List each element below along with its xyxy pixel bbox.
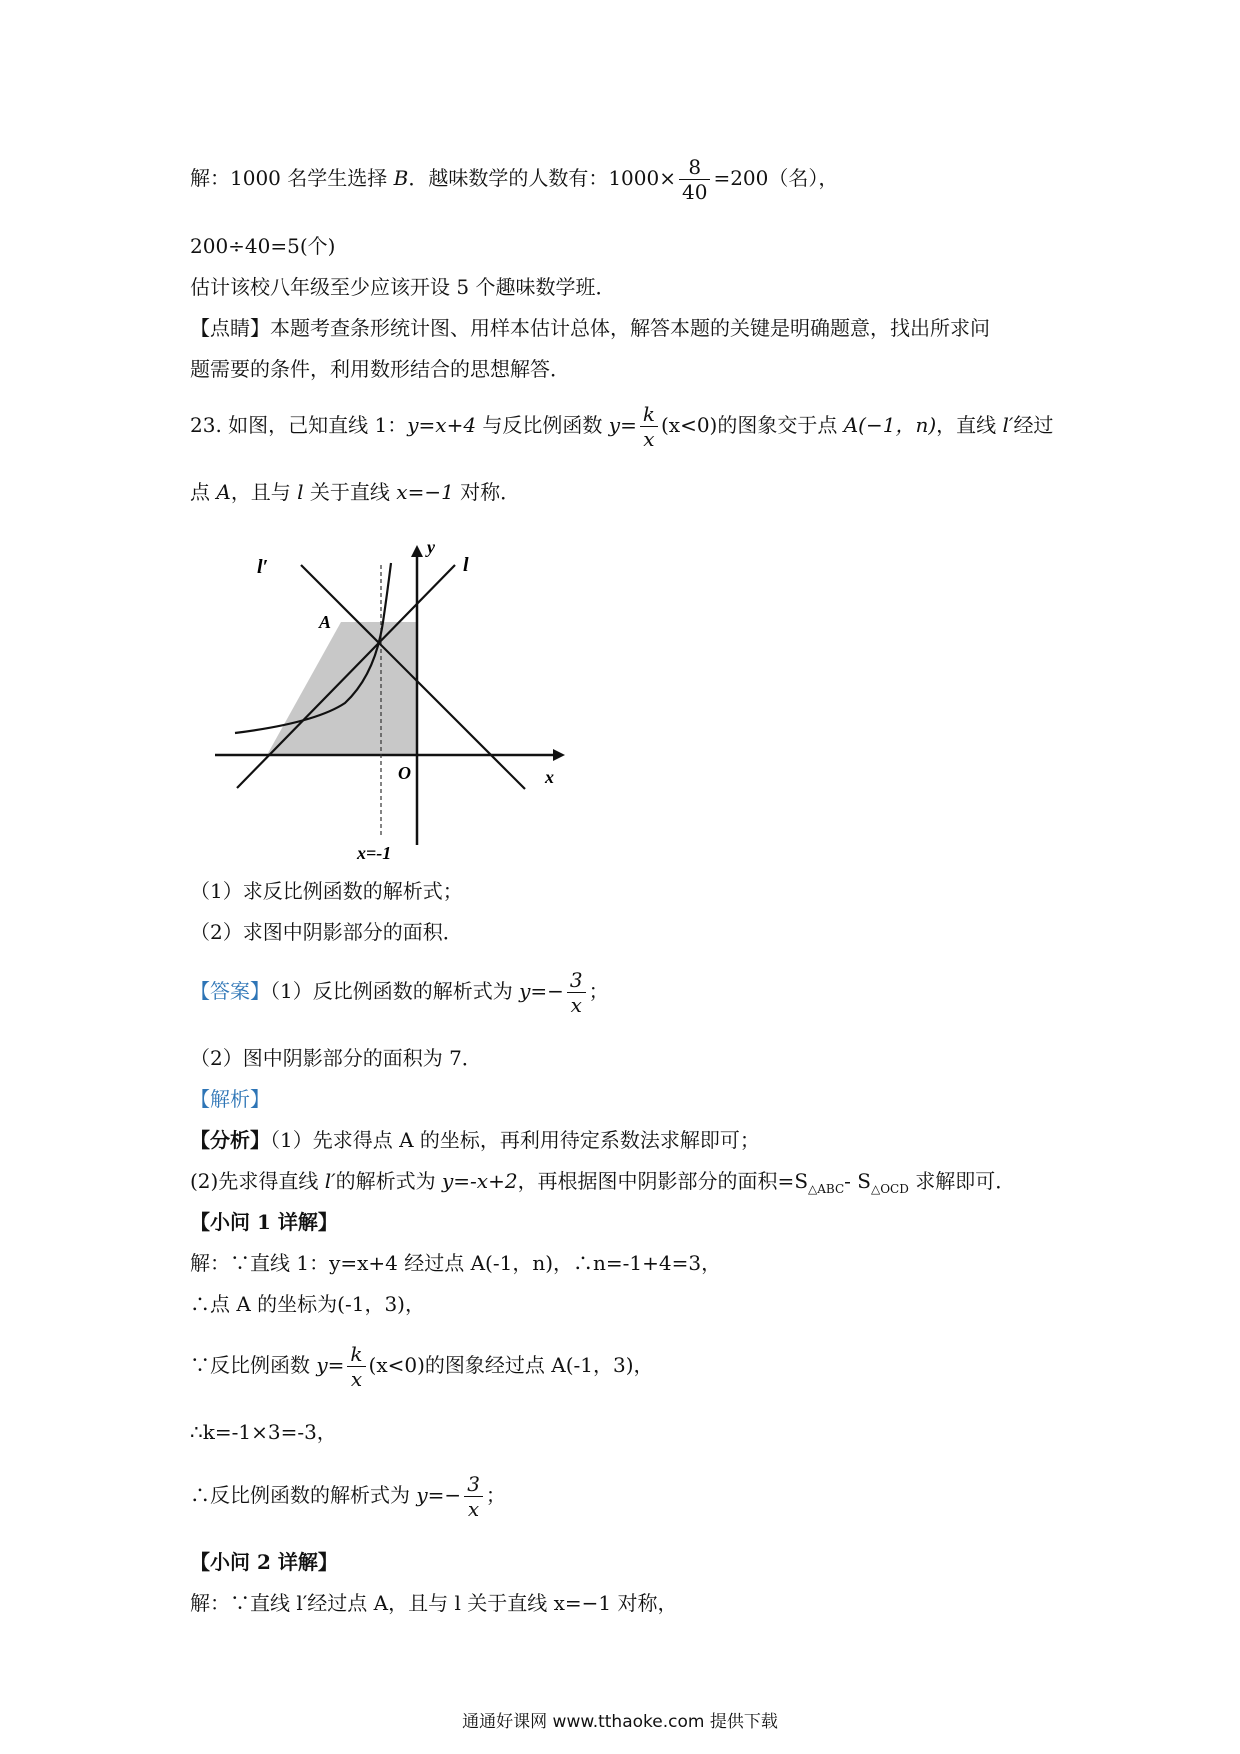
text: l′ [324, 1169, 336, 1193]
solution-line-2: 200÷40=5(个) [190, 234, 336, 258]
label-l: l [463, 554, 469, 576]
text: l [297, 480, 304, 504]
label-A: A [319, 612, 332, 632]
analysis-line-1 [190, 1126, 760, 1154]
text: - S [844, 1169, 871, 1193]
solution-line-3: 估计该校八年级至少应该开设 5 个趣味数学班． [190, 275, 616, 299]
coordinate-figure [205, 525, 575, 865]
label-x-eq-minus-1: x=-1 [357, 843, 392, 863]
analysis-label: 【分析】 [190, 1128, 270, 1152]
text: (x<0)的图象交于点 [660, 413, 844, 437]
detail-1-line-5 [190, 1472, 506, 1521]
text: 对称． [453, 480, 521, 504]
text: y=− [519, 979, 564, 1003]
detail-1-line-4: ∴k=-1×3=-3， [190, 1420, 337, 1444]
text: 解：1000 名学生选择 [190, 166, 388, 190]
answer-line-2: （2）图中阴影部分的面积为 7． [190, 1046, 482, 1070]
denominator: x [567, 992, 586, 1017]
label-x: x [545, 767, 554, 787]
text: y= [608, 413, 637, 437]
text: ； [588, 979, 609, 1003]
text: ，直线 [936, 413, 1003, 437]
fraction [567, 968, 586, 1017]
text: y=-x+2 [441, 1169, 518, 1193]
page-footer: 通通好课网 www.tthaoke.com 提供下载 [462, 1712, 778, 1732]
text: 的解析式为 [335, 1169, 442, 1193]
text: 关于直线 [303, 480, 397, 504]
fraction [464, 1472, 483, 1521]
text: (2)先求得直线 [190, 1169, 325, 1193]
detail-1-line-2: ∴点 A 的坐标为(-1，3)， [190, 1292, 425, 1316]
text: ； [485, 1483, 506, 1507]
text: y=x+4 [407, 413, 477, 437]
x-axis-arrow [553, 749, 565, 761]
text: ．越味数学的人数有：1000× [408, 166, 676, 190]
detail-2-heading: 【小问 2 详解】 [190, 1550, 338, 1574]
label-O: O [398, 763, 411, 783]
comment-line-2: 题需要的条件，利用数形结合的思想解答． [190, 357, 570, 381]
text: y= [316, 1353, 345, 1377]
text: y=− [416, 1483, 462, 1507]
denominator: x [464, 1496, 483, 1521]
text: B [393, 166, 409, 190]
text: 求解即可． [908, 1169, 1016, 1193]
text: ，且与 [230, 480, 298, 504]
fraction [679, 155, 710, 204]
subquestion-1: （1）求反比例函数的解析式； [190, 879, 463, 903]
solution-line-1 [190, 155, 838, 204]
subquestion-2: （2）求图中阴影部分的面积． [190, 920, 463, 944]
question-23-line-1 [190, 402, 1053, 451]
text: (x<0)的图象经过点 A(-1，3)， [368, 1353, 654, 1377]
y-axis-arrow [411, 545, 423, 557]
subscript: △ABC [808, 1182, 845, 1196]
text: A(−1，n) [843, 413, 937, 437]
denominator: 40 [679, 179, 710, 204]
text: ，再根据图中阴影部分的面积=S [517, 1169, 809, 1193]
denominator: x [347, 1366, 365, 1391]
text: 点 [190, 480, 217, 504]
text: l′ [1002, 413, 1014, 437]
analysis-line-2 [190, 1167, 1015, 1203]
text: 与反比例函数 [476, 413, 609, 437]
label-l-prime: l′ [257, 556, 269, 578]
numerator: 3 [467, 1472, 480, 1496]
text: x=−1 [396, 480, 454, 504]
fraction [347, 1342, 365, 1391]
text: ∴反比例函数的解析式为 [190, 1483, 417, 1507]
subscript: △OCD [870, 1182, 909, 1196]
question-23-line-2 [190, 478, 520, 506]
numerator: k [350, 1342, 363, 1366]
numerator: 3 [569, 968, 583, 992]
text: （1）先求得点 A 的坐标，再利用待定系数法求解即可； [270, 1128, 760, 1152]
analysis-tag: 【解析】 [190, 1087, 270, 1111]
detail-1-heading: 【小问 1 详解】 [190, 1210, 338, 1234]
text: 23. 如图，己知直线 1： [190, 413, 408, 437]
detail-1-line-3 [190, 1342, 654, 1391]
fraction [640, 402, 658, 451]
text: （1）反比例函数的解析式为 [270, 979, 520, 1003]
answer-tag: 【答案】 [190, 979, 270, 1003]
numerator: k [642, 402, 655, 426]
denominator: x [640, 426, 658, 451]
comment-line-1: 【点睛】本题考查条形统计图、用样本估计总体，解答本题的关键是明确题意，找出所求问 [190, 316, 990, 340]
label-y: y [427, 537, 435, 557]
text: =200（名）， [713, 166, 839, 190]
detail-2-line-1: 解：∵直线 l′经过点 A，且与 l 关于直线 x=−1 对称， [190, 1591, 678, 1615]
text: A [216, 480, 231, 504]
answer-line-1 [190, 968, 609, 1017]
detail-1-line-1: 解：∵直线 1：y=x+4 经过点 A(-1，n)，∴n=-1+4=3， [190, 1251, 722, 1275]
numerator: 8 [688, 155, 702, 179]
text: 经过 [1013, 413, 1054, 437]
text: ∵反比例函数 [190, 1353, 317, 1377]
